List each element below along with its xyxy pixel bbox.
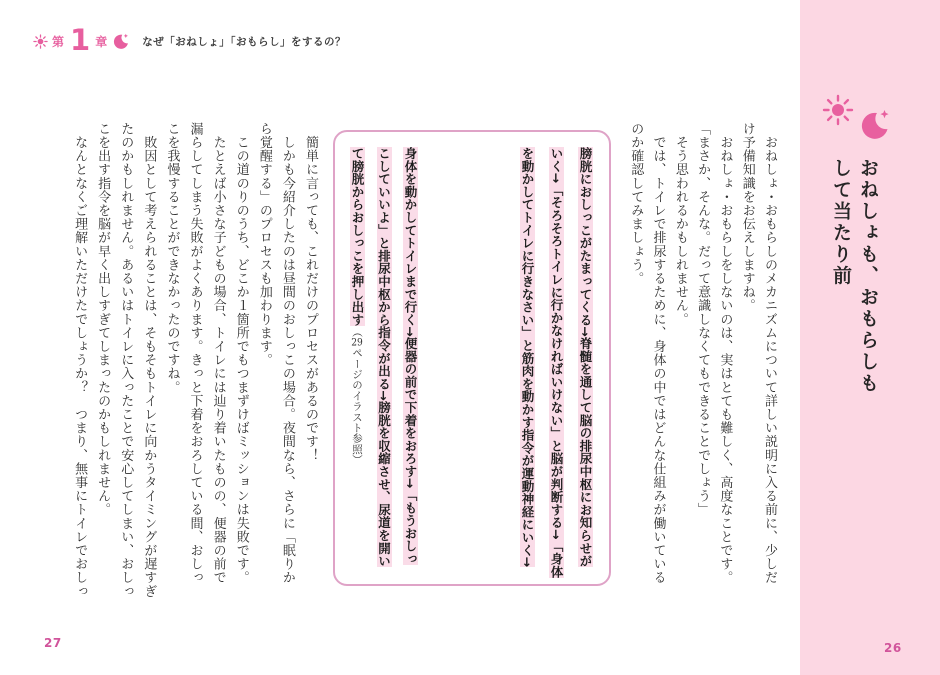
process-box xyxy=(333,130,611,586)
text-column: そう思われるかもしれません。 xyxy=(672,122,688,326)
page-number-right: 26 xyxy=(884,641,902,655)
process-step-column xyxy=(397,147,424,575)
text-column: のか確認してみましょう。 xyxy=(628,122,644,286)
chapter-label-suffix: 章 xyxy=(95,34,109,49)
process-step-column xyxy=(542,147,571,579)
illustration-reference-note: ページのイラスト参照） xyxy=(351,347,363,466)
right-page-body xyxy=(624,122,780,592)
left-page-body xyxy=(68,122,322,598)
process-step-column xyxy=(344,147,371,575)
chapter-number: 1 xyxy=(70,22,91,57)
text-column: 漏らしてしまう失敗がよくあります。きっと下着をおろしている間、おしっ xyxy=(187,122,203,585)
sidebar-panel xyxy=(800,0,940,675)
sun-icon xyxy=(824,96,852,124)
text-column: しかも今紹介したのは昼間のおしっこの場合。夜間なら、さらに「眠りか xyxy=(279,122,295,585)
process-step-column xyxy=(370,147,397,575)
text-column: おねしょ・おもらしのメカニズムについて詳しい説明に入る前に、少しだ xyxy=(762,122,777,585)
chapter-header xyxy=(33,22,346,57)
text-column: 敗因として考えられることは、そもそもトイレに向かうタイミングが遅すぎ xyxy=(141,122,157,598)
page-number-left: 27 xyxy=(44,636,62,650)
sun-icon xyxy=(33,34,48,49)
process-box-columns-page27 xyxy=(343,147,423,575)
highlighted-step-text: いく→「そろそろトイレに行かなければいけない」と脳が判断する→「身体 xyxy=(549,147,564,579)
section-title-line: して当たり前 xyxy=(830,158,852,287)
text-column: ら覚醒する」のプロセスも加わります。 xyxy=(256,122,272,367)
sun-and-moon-icons xyxy=(820,88,898,146)
highlighted-step-text: て膀胱からおしっこを押し出す xyxy=(350,147,365,327)
highlighted-step-text: を動かしてトイレに行きなさい」と筋肉を動かす指令が運動神経にいく→ xyxy=(520,147,535,568)
section-title-line: おねしょも、おもらしも xyxy=(857,158,879,395)
crescent-moon-icon xyxy=(862,110,889,139)
section-title xyxy=(827,158,881,588)
text-column: こを出す指令を脳が早く出しすぎてしまったのかもしれません。 xyxy=(95,122,111,517)
text-column: たのかもしれません。あるいはトイレに入ったことで安心してしまい、おしっ xyxy=(118,122,134,598)
text-column: では、トイレで排尿するために、身体の中ではどんな仕組みが働いている xyxy=(650,122,666,585)
process-box-columns-page26 xyxy=(512,147,600,579)
highlighted-step-text: 膀胱におしっこがたまってくる→脊髄を通して脳の排尿中枢にお知らせが xyxy=(578,147,593,568)
text-column: 「まさか、そんな。だって意識しなくてもできることでしょう」 xyxy=(695,122,711,517)
highlighted-step-text: 身体を動かしてトイレまで行く→便器の前で下着をおろす→「もうおしっ xyxy=(403,147,418,566)
chapter-title: なぜ「おねしょ」「おもらし」をするの？ xyxy=(142,35,346,48)
text-column: たとえば小さな子どもの場合、トイレには辿り着いたものの、便器の前で xyxy=(210,122,226,585)
text-column: なんとなくご理解いただけたでしょうか？ つまり、無事にトイレでおしっ xyxy=(72,122,88,598)
crescent-moon-icon xyxy=(112,33,129,50)
illustration-reference-note: （ xyxy=(351,326,363,337)
chapter-label-prefix: 第 xyxy=(52,34,66,49)
process-step-column xyxy=(513,147,542,575)
text-column: 簡単に言っても、これだけのプロセスがあるのです！ xyxy=(303,122,318,462)
process-step-column xyxy=(571,147,600,575)
illustration-reference-note: 29 xyxy=(351,336,363,348)
text-column: け予備知識をお伝えしますね。 xyxy=(739,122,755,313)
highlighted-step-text: こしていいよ」と排尿中枢から指令が出る→膀胱を収縮させ、尿道を開い xyxy=(376,147,392,568)
text-column: おねしょ・おもらしをしないのは、実はとても難しく、高度なことです。 xyxy=(717,122,733,585)
text-column: この道のりのうち、どこか１箇所でもつまずけばミッションは失敗です。 xyxy=(233,122,249,585)
text-column: こを我慢することができなかったのですね。 xyxy=(164,122,180,394)
